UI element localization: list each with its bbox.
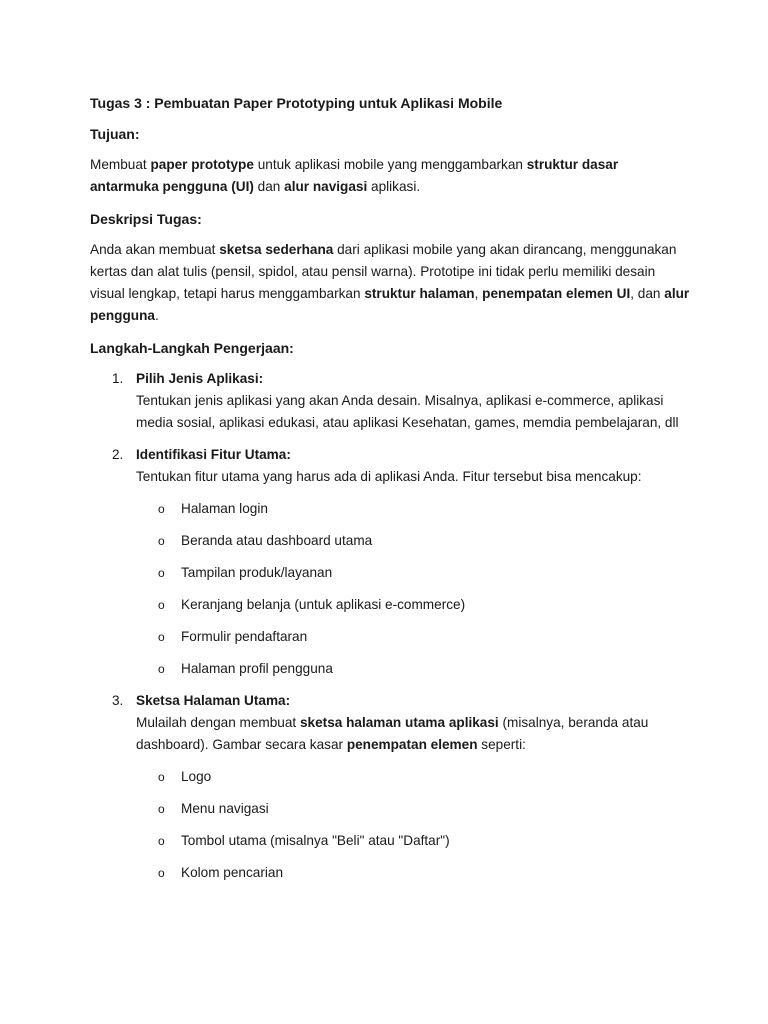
list-item-text: Kolom pencarian bbox=[181, 865, 284, 880]
text-run: Mulailah dengan membuat bbox=[136, 715, 300, 730]
list-item bbox=[90, 562, 690, 594]
step-text bbox=[136, 712, 690, 756]
list-item-text: Beranda atau dashboard utama bbox=[181, 533, 373, 548]
list-item-text: Tombol utama (misalnya "Beli" atau "Daftar") bbox=[181, 833, 450, 848]
text-run: untuk aplikasi mobile yang menggambarkan bbox=[253, 157, 527, 172]
step-3 bbox=[90, 690, 690, 756]
text-run: dari aplikasi mobile yang akan dirancang, menggunakan kertas dan alat tulis (pensil, spidol, atau pensil warna). Prototipe ini tidak perlu memiliki desain visual lengkap, tetapi harus menggambarkan bbox=[90, 242, 677, 301]
step-number: 3. bbox=[112, 693, 124, 708]
step-1 bbox=[90, 368, 690, 434]
bold-run: sketsa halaman utama aplikasi bbox=[299, 715, 499, 730]
list-item bbox=[90, 658, 690, 690]
bold-run: penempatan elemen bbox=[346, 737, 478, 752]
langkah-heading: Langkah-Langkah Pengerjaan: bbox=[90, 340, 294, 356]
step-number: 2. bbox=[112, 447, 124, 462]
bullet-icon: o bbox=[158, 502, 165, 516]
tujuan-heading: Tujuan: bbox=[90, 126, 140, 142]
step-2-feature-list bbox=[90, 498, 690, 690]
list-item bbox=[90, 530, 690, 562]
list-item bbox=[90, 862, 690, 894]
list-item-text: Halaman login bbox=[181, 501, 268, 516]
list-item-text: Tampilan produk/layanan bbox=[181, 565, 333, 580]
tujuan-paragraph bbox=[90, 154, 690, 198]
bullet-icon: o bbox=[158, 802, 165, 816]
document-title: Tugas 3 : Pembuatan Paper Prototyping untuk Aplikasi Mobile bbox=[90, 95, 503, 111]
bold-run: struktur halaman bbox=[364, 286, 475, 301]
list-item bbox=[90, 594, 690, 626]
list-item bbox=[90, 830, 690, 862]
bullet-icon: o bbox=[158, 598, 165, 612]
list-item-text: Halaman profil pengguna bbox=[181, 661, 333, 676]
bullet-icon: o bbox=[158, 662, 165, 676]
bold-run: paper prototype bbox=[150, 157, 254, 172]
bullet-icon: o bbox=[158, 866, 165, 880]
text-run: Anda akan membuat bbox=[90, 242, 220, 257]
bold-run: alur navigasi bbox=[284, 179, 368, 194]
bullet-icon: o bbox=[158, 630, 165, 644]
list-item-text: Menu navigasi bbox=[181, 801, 269, 816]
text-run: . bbox=[154, 308, 159, 323]
bold-run: sketsa sederhana bbox=[219, 242, 334, 257]
text-run: (misalnya, beranda atau dashboard). Gambar secara kasar bbox=[136, 715, 649, 752]
bold-run: penempatan elemen UI bbox=[482, 286, 631, 301]
list-item bbox=[90, 626, 690, 658]
text-run: , bbox=[474, 286, 483, 301]
text-run: dan bbox=[253, 179, 285, 194]
list-item-text: Logo bbox=[181, 769, 212, 784]
step-title: Sketsa Halaman Utama: bbox=[136, 693, 291, 708]
deskripsi-paragraph bbox=[90, 239, 690, 327]
bullet-icon: o bbox=[158, 566, 165, 580]
text-run: , dan bbox=[630, 286, 665, 301]
bullet-icon: o bbox=[158, 770, 165, 784]
step-number: 1. bbox=[112, 371, 124, 386]
list-item bbox=[90, 798, 690, 830]
bold-run: struktur dasar antarmuka pengguna (UI) bbox=[90, 157, 619, 194]
step-3-element-list bbox=[90, 766, 690, 894]
document-body bbox=[90, 92, 690, 894]
step-text: Tentukan jenis aplikasi yang akan Anda desain. Misalnya, aplikasi e-commerce, aplikasi media sosial, aplikasi edukasi, atau aplikasi Kesehatan, games, memdia pembelajaran, dll bbox=[136, 393, 679, 430]
step-2 bbox=[90, 444, 690, 488]
step-text: Tentukan fitur utama yang harus ada di aplikasi Anda. Fitur tersebut bisa mencakup: bbox=[136, 469, 642, 484]
bullet-icon: o bbox=[158, 834, 165, 848]
list-item bbox=[90, 498, 690, 530]
deskripsi-heading: Deskripsi Tugas: bbox=[90, 211, 202, 227]
list-item-text: Formulir pendaftaran bbox=[181, 629, 308, 644]
text-run: aplikasi. bbox=[367, 179, 421, 194]
step-title: Pilih Jenis Aplikasi: bbox=[136, 371, 264, 386]
bullet-icon: o bbox=[158, 534, 165, 548]
list-item bbox=[90, 766, 690, 798]
list-item-text: Keranjang belanja (untuk aplikasi e-commerce) bbox=[181, 597, 466, 612]
text-run: seperti: bbox=[477, 737, 526, 752]
text-run: Membuat bbox=[90, 157, 151, 172]
bold-run: alur pengguna bbox=[90, 286, 690, 323]
step-title: Identifikasi Fitur Utama: bbox=[136, 447, 291, 462]
